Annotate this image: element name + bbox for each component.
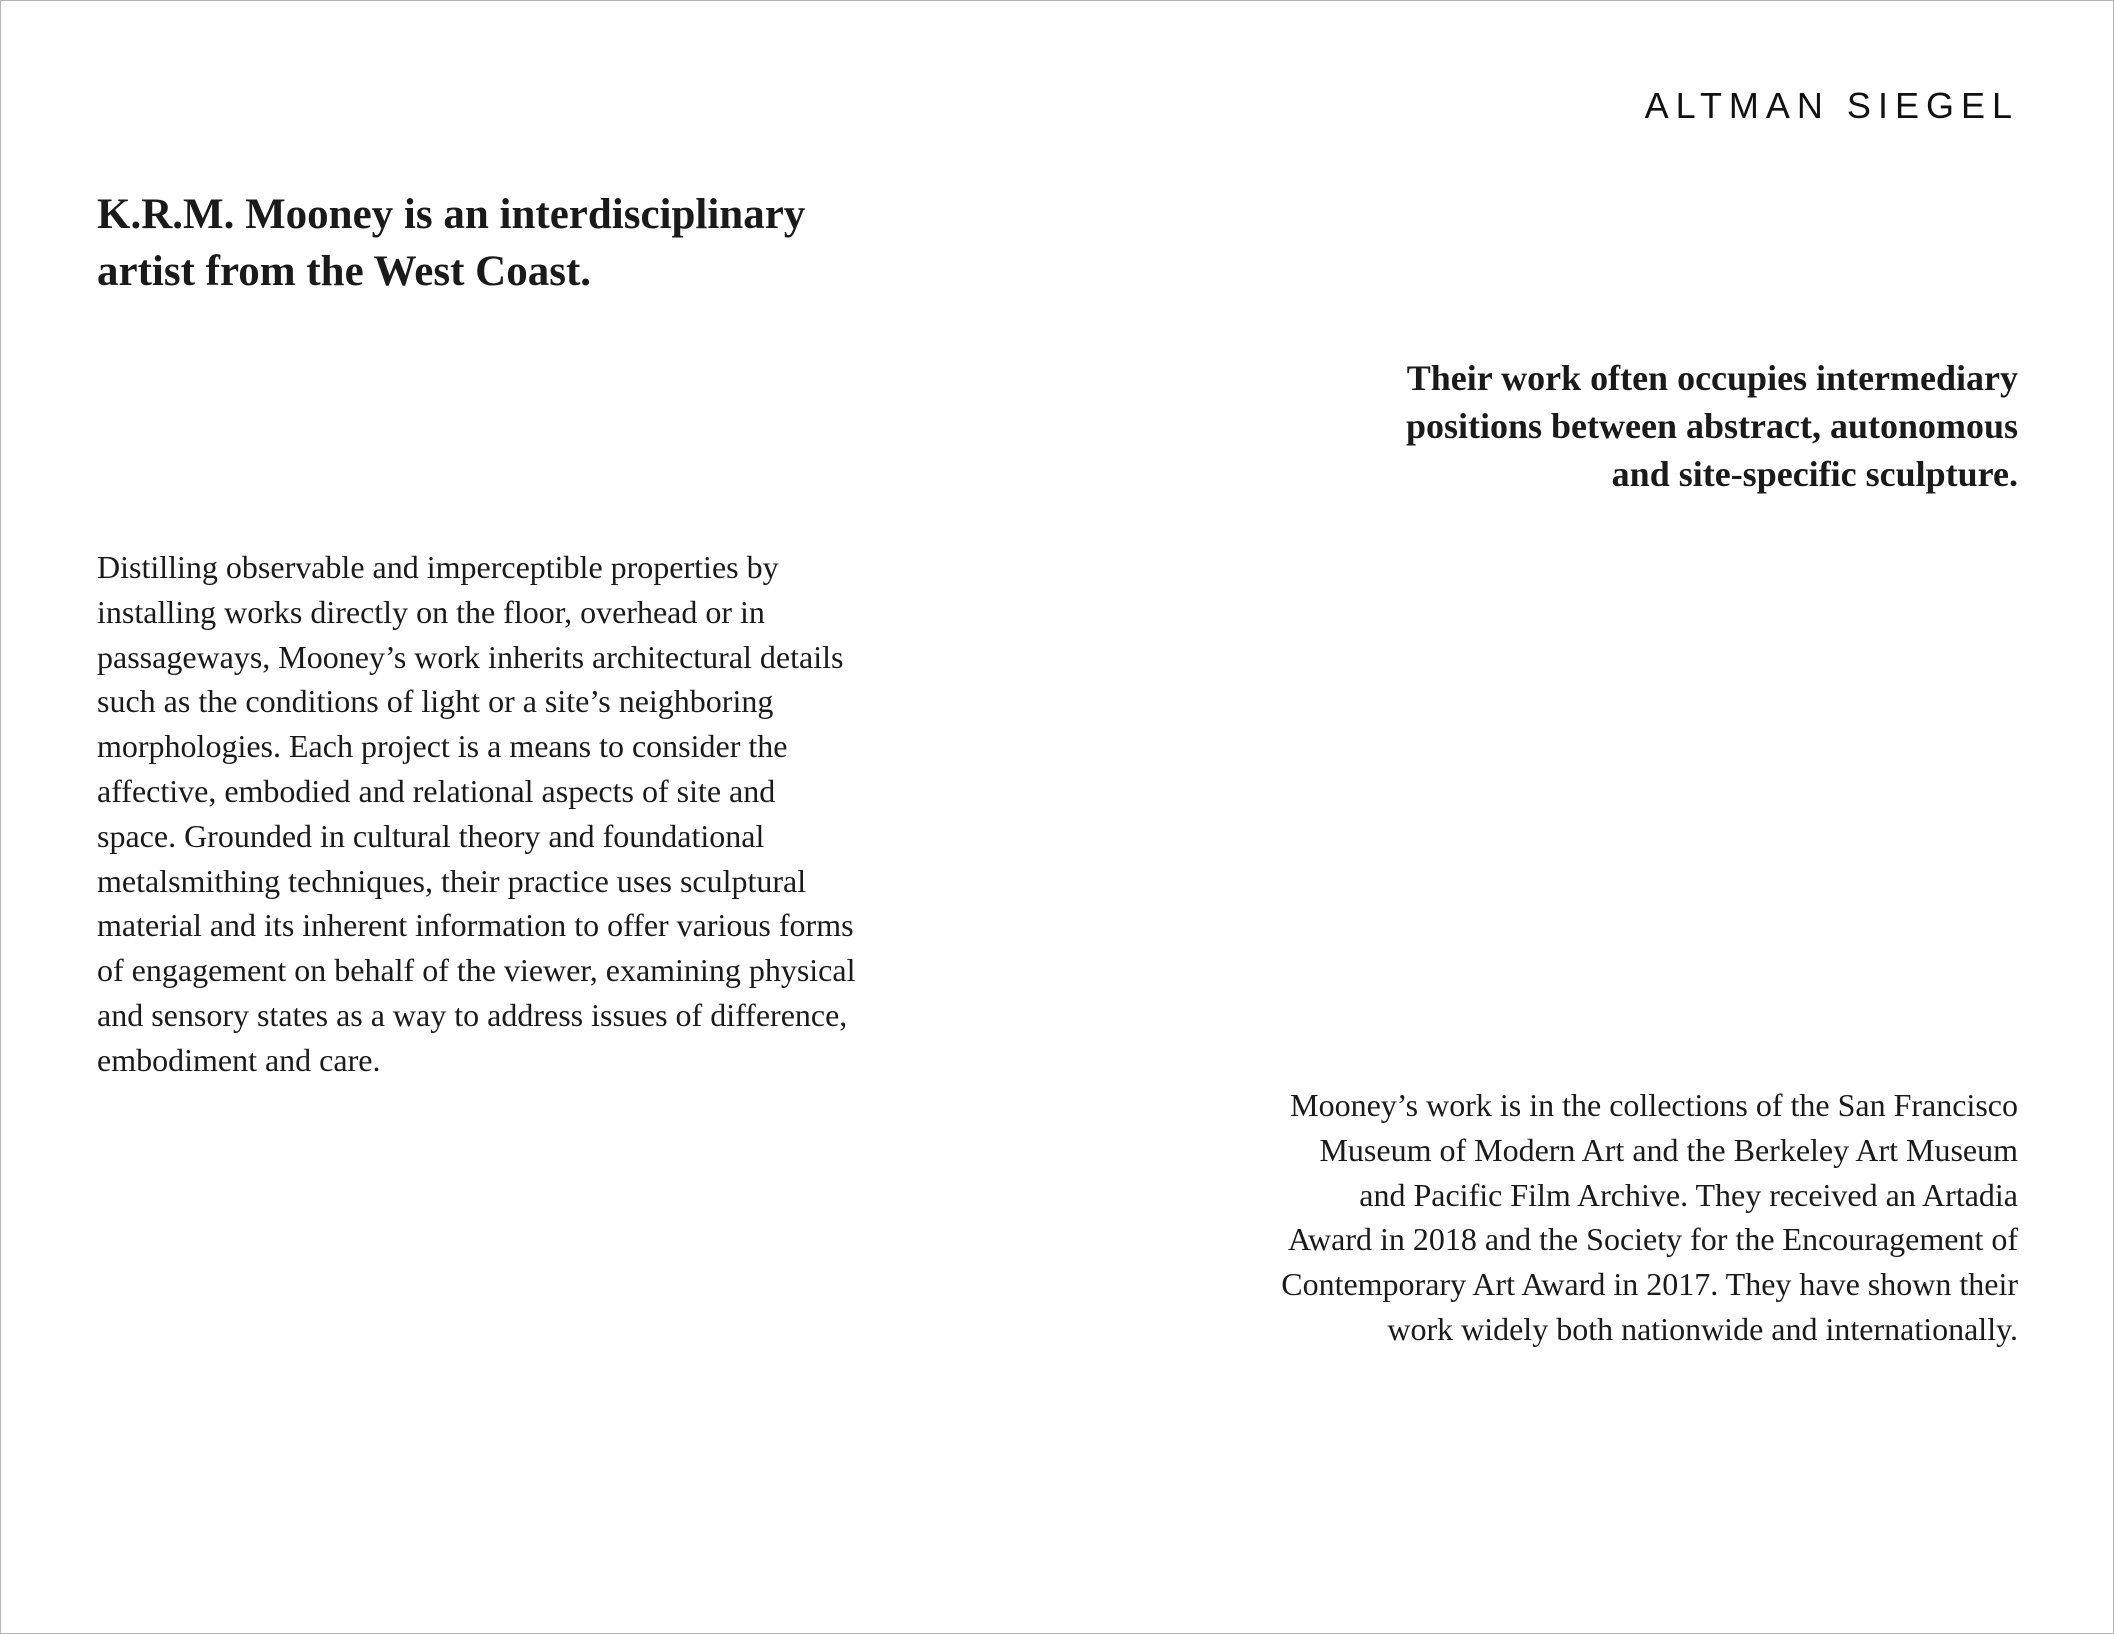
body-line: Distilling observable and imperceptible properties by — [97, 549, 779, 585]
body-line: Mooney’s work is in the collections of the San Francisco — [1290, 1087, 2018, 1123]
body-line: passageways, Mooney’s work inherits architectural details — [97, 638, 844, 675]
headline-line: artist from the West Coast. — [97, 248, 592, 295]
headline — [97, 186, 977, 300]
body-paragraph-collections — [1158, 1083, 2018, 1352]
body-line: embodiment and care. — [97, 1041, 381, 1078]
body-line: installing works directly on the floor, overhead or in — [97, 593, 765, 630]
body-paragraph-practice — [97, 545, 977, 1083]
pull-quote-line: positions between abstract, autonomous — [1405, 406, 2018, 446]
pull-quote-line: Their work often occupies intermediary — [1406, 358, 2018, 398]
body-line: affective, embodied and relational aspects of site and — [97, 772, 776, 809]
body-line: and Pacific Film Archive. They received an Artadia — [1359, 1176, 2018, 1213]
body-line: such as the conditions of light or a site’s neighboring — [97, 683, 774, 720]
body-line: Contemporary Art Award in 2017. They have shown their — [1281, 1266, 2018, 1303]
body-line: space. Grounded in cultural theory and foundational — [97, 817, 765, 854]
body-line: and sensory states as a way to address issues of difference, — [97, 996, 848, 1033]
gallery-logo: ALTMAN SIEGEL — [1644, 85, 2019, 126]
body-line: of engagement on behalf of the viewer, examining physical — [97, 952, 856, 989]
pull-quote-line: and site-specific sculpture. — [1611, 454, 2018, 494]
body-line: morphologies. Each project is a means to consider the — [97, 728, 788, 765]
pull-quote — [1298, 354, 2018, 498]
body-line: Museum of Modern Art and the Berkeley Art Museum — [1319, 1131, 2018, 1168]
body-line: work widely both nationwide and internationally. — [1387, 1310, 2018, 1347]
body-line: Award in 2018 and the Society for the Encouragement of — [1287, 1221, 2018, 1258]
headline-line: K.R.M. Mooney is an interdisciplinary — [97, 191, 806, 238]
body-line: metalsmithing techniques, their practice uses sculptural — [97, 862, 807, 899]
body-line: material and its inherent information to offer various forms — [97, 907, 854, 944]
